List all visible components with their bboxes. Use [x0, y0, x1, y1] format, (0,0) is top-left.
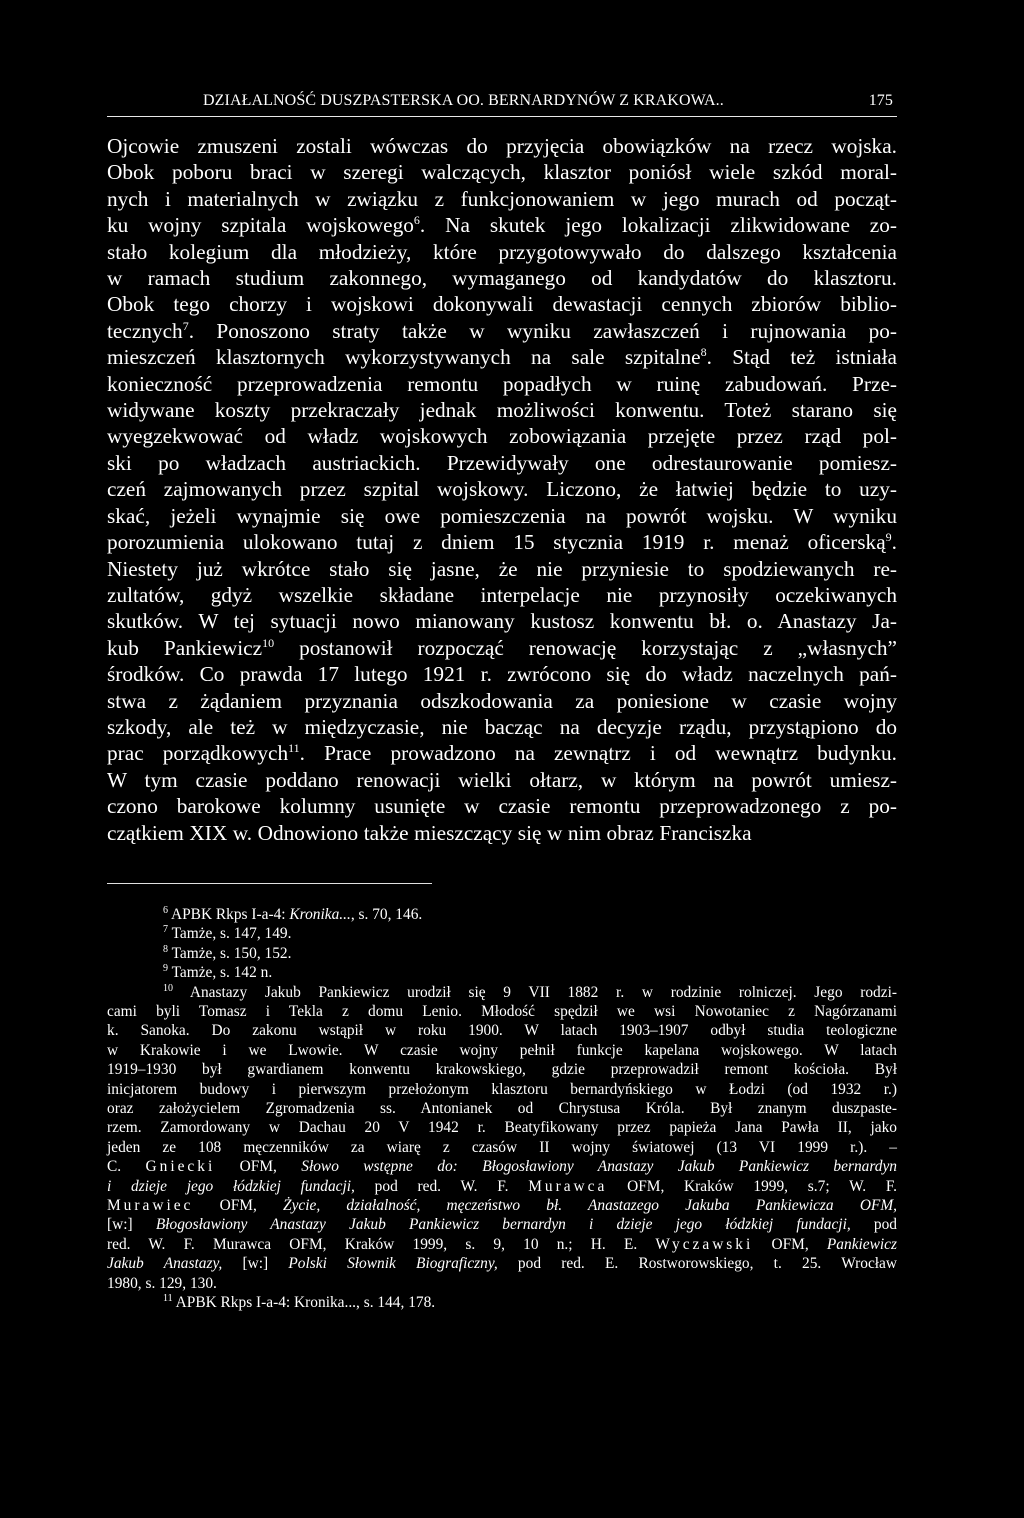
text-line: zultatów, gdyż wszelkie składane interpelacje nie przynosiły oczekiwanych	[107, 582, 897, 607]
footnote-8: $^8$ Tamże, s. 150, 152.	[163, 943, 292, 962]
text-line: czątkiem XIX w. Odnowiono także mieszczący się w nim obraz Franciszka	[107, 820, 752, 845]
footnote-line: oraz założycielem Zgromadzenia ss. Antonianek od Chrystusa Króla. Był znanym duszpaste-	[107, 1100, 897, 1118]
footnote-line: [w:] Błogosławiony Anastazy Jakub Pankiewicz bernardyn i dzieje jego łódzkiej fundacji, pod	[107, 1216, 897, 1234]
footnote-line: Jakub Anastazy, [w:] Polski Słownik Biograficzny, pod red. E. Rostworowskiego, t. 25. Wrocław	[107, 1255, 898, 1273]
footnote-ref-6: 6	[413, 213, 420, 228]
footnote-line: w Krakowie i we Lwowie. W czasie wojny pełnił funkcje kapelana wojskowego. W latach	[107, 1041, 897, 1059]
footnote-6: $^6$ APBK Rkps I-a-4: Kronika..., s. 70, 146.	[163, 904, 423, 923]
header-rule	[107, 116, 897, 117]
text-line: kub Pankiewicz$^{10}$ postanowił rozpocząć renowację korzystając z „własnych”	[107, 635, 897, 660]
text-line: widywane koszty przekraczały jednak możliwości konwentu. Toteż starano się	[107, 398, 897, 423]
page-content	[107, 88, 897, 1313]
footnote-11: $^{11}$ APBK Rkps I-a-4: Kronika..., s. 144, 178.	[163, 1292, 436, 1312]
footnote-line: C. Gniecki OFM, Słowo wstępne do: Błogosławiony Anastazy Jakub Pankiewicz bernardyn	[107, 1158, 897, 1176]
text-line: Obok tego chorzy i wojskowi dokonywali dewastacji cennych zbiorów biblio-	[107, 292, 897, 317]
text-line: W tym czasie poddano renowacji wielki ołtarz, w którym na powrót umiesz-	[107, 767, 897, 792]
text-line: Obok poboru braci w szeregi walczących, klasztor poniósł wiele szkód moral-	[107, 160, 897, 185]
page-number: 175	[868, 92, 893, 109]
text-line: szkody, ale też w międzyczasie, nie bacząc na decyzje rządu, przystąpiono do	[107, 714, 897, 739]
text-line: nych i materialnych w związku z funkcjonowaniem w jego murach od począt-	[107, 186, 897, 211]
text-line: porozumienia ulokowano tutaj z dniem 15 stycznia 1919 r. menaż oficerską$^9$.	[107, 530, 897, 555]
text-line: Ojcowie zmuszeni zostali wówczas do przyjęcia obowiązków na rzecz wojska.	[107, 134, 897, 158]
text-line: środków. Co prawda 17 lutego 1921 r. zwrócono się do władz naczelnych pań-	[107, 662, 897, 687]
text-line: stało kolegium dla młodzieży, które przygotowywało do dalszego kształcenia	[107, 239, 897, 264]
footnote-line: jeden ze 108 męczenników za wiarę z czasów II wojny światowej (13 VI 1999 r.). –	[107, 1138, 897, 1156]
text-line: stwa z żądaniem przyznania odszkodowania za poniesione w czasie wojny	[107, 688, 897, 713]
text-line: mieszczeń klasztornych wykorzystywanych na sale szpitalne$^8$. Stąd też istniała	[107, 345, 898, 370]
footnote-line: $^{10}$ Anastazy Jakub Pankiewicz urodził się 9 VII 1882 r. w rodzinie rolniczej. Jego rodzi-	[163, 982, 897, 1001]
footnote-line: rzem. Zamordowany w Dachau 20 V 1942 r. Beatyfikowany przez papieża Jana Pawła II, jako	[107, 1119, 897, 1137]
footnote-line: inicjatorem budowy i pierwszym przełożonym klasztoru bernardyńskiego w Łodzi (od 1932 r.)	[107, 1080, 897, 1098]
footnote-line: 1919–1930 był gwardianem konwentu krakowskiego, gdzie przeprowadził remont kościoła. Był	[107, 1061, 897, 1079]
text-line: Niestety już wkrótce stało się jasne, że nie przyniesie to spodziewanych re-	[107, 556, 897, 581]
text-line: skutków. W tej sytuacji nowo mianowany kustosz konwentu bł. o. Anastazy Ja-	[107, 609, 897, 634]
text-line: konieczność przeprowadzenia remontu popadłych w ruinę zabudowań. Prze-	[107, 371, 897, 396]
footnote-9: $^9$ Tamże, s. 142 n.	[163, 963, 273, 982]
footnote-ref-7: 7	[182, 318, 189, 333]
footnote-ref-8: 8	[700, 345, 707, 360]
footnote-ref-11: 11	[288, 741, 300, 756]
text-line: w ramach studium zakonnego, wymaganego od kandydatów do klasztoru.	[107, 266, 897, 291]
text-line: czeń zajmowanych przez szpital wojskowy. Liczono, że łatwiej będzie to uzy-	[107, 477, 897, 502]
footnotes	[107, 905, 897, 1313]
footnote-line: i dzieje jego łódzkiej fundacji, pod red. W. F. Murawca OFM, Kraków 1999, s.7; W. F.	[107, 1177, 897, 1195]
main-text	[107, 133, 897, 846]
footnote-line: red. W. F. Murawca OFM, Kraków 1999, s. 9, 10 n.; H. E. Wyczawski OFM, Pankiewicz	[107, 1235, 897, 1253]
footnote-line: Murawiec OFM, Życie, działalność, męczeństwo bł. Anastazego Jakuba Pankiewicza OFM,	[107, 1197, 898, 1215]
running-header	[107, 88, 897, 114]
footnote-ref-10: 10	[262, 635, 275, 650]
text-line: czono barokowe kolumny usunięte w czasie remontu przeprowadzonego z po-	[107, 794, 897, 819]
text-line: prac porządkowych$^{11}$. Prace prowadzono na zewnątrz i od wewnątrz budynku.	[107, 741, 897, 766]
footnote-line: k. Sanoka. Do zakonu wstąpił w roku 1900. W latach 1903–1907 odbył studia teologiczne	[107, 1022, 897, 1040]
footnote-line: 1980, s. 129, 130.	[107, 1274, 217, 1292]
text-line: skać, jeżeli wynajmie się owe pomieszczenia na powrót wojsku. W wyniku	[107, 503, 897, 528]
footnote-rule	[107, 883, 432, 884]
text-line: tecznych$^7$. Ponoszono straty także w wyniku zawłaszczeń i rujnowania po-	[107, 318, 897, 343]
footnote-line: cami byli Tomasz i Tekla z domu Lenio. Młodość spędził we wsi Nowotaniec z Nagórzanami	[107, 1003, 897, 1020]
footnote-7: $^7$ Tamże, s. 147, 149.	[163, 924, 292, 943]
text-line: ski po władzach austriackich. Przewidywały one odrestaurowanie pomiesz-	[107, 450, 897, 475]
footnote-ref-9: 9	[885, 530, 892, 544]
running-title: DZIAŁALNOŚĆ DUSZPASTERSKA OO. BERNARDYNÓW Z KRAKOWA..	[203, 92, 724, 109]
text-line: ku wojny szpitala wojskowego$^6$. Na skutek jego lokalizacji zlikwidowane zo-	[107, 213, 897, 238]
text-line: wyegzekwować od władz wojskowych zobowiązania przejęte przez rząd pol-	[107, 424, 897, 449]
footnote-10	[107, 983, 897, 1294]
